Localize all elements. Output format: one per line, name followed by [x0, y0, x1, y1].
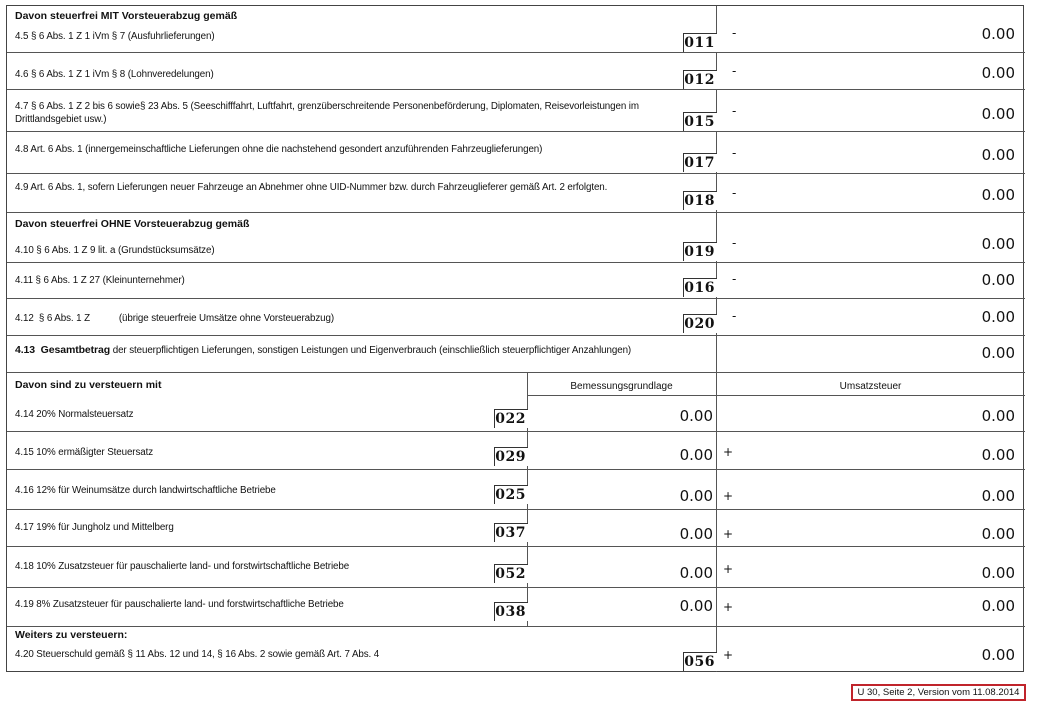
field-code: 056 — [684, 654, 715, 670]
sign-plus: + — [723, 648, 734, 662]
sign-plus: + — [723, 527, 734, 541]
tax-amount-input[interactable]: 0.00 — [981, 525, 1015, 543]
column-header-umsatzsteuer: Umsatzsteuer — [839, 381, 902, 392]
amount-input[interactable]: 0.00 — [981, 271, 1015, 289]
tax-amount-input[interactable]: 0.00 — [981, 487, 1015, 505]
field-code: 037 — [495, 525, 526, 541]
total-rest-label: der steuerpflichtigen Lieferungen, sonstigen Leistungen und Eigenverbrauch (einschließlich steuerpflichtiger Anzahlungen) — [110, 345, 632, 356]
sign-plus: + — [723, 489, 734, 503]
total-number: 4.13 — [15, 344, 36, 356]
total-label — [15, 344, 715, 357]
field-code: 018 — [684, 193, 715, 209]
base-amount-input[interactable]: 0.00 — [679, 446, 713, 464]
tax-amount-input[interactable]: 0.00 — [981, 564, 1015, 582]
sign-minus: - — [732, 26, 737, 40]
sign-plus: + — [723, 562, 734, 576]
row-label: 4.16 12% für Weinumsätze durch landwirtschaftliche Betriebe — [15, 485, 276, 496]
row-label: 4.20 Steuerschuld gemäß § 11 Abs. 12 und 14, § 16 Abs. 2 sowie gemäß Art. 7 Abs. 4 — [15, 649, 380, 660]
section-mit-vorsteuer: Davon steuerfrei MIT Vorsteuerabzug gemäß — [15, 10, 238, 22]
field-code: 017 — [684, 155, 715, 171]
field-code: 011 — [684, 35, 715, 51]
section-ohne-vorsteuer: Davon steuerfrei OHNE Vorsteuerabzug gemäß — [15, 218, 250, 230]
sign-plus: + — [723, 445, 734, 459]
base-amount-input[interactable]: 0.00 — [679, 487, 713, 505]
row-label: 4.5 § 6 Abs. 1 Z 1 iVm § 7 (Ausfuhrlieferungen) — [15, 31, 215, 42]
amount-input[interactable]: 0.00 — [981, 646, 1015, 664]
row-label: 4.15 10% ermäßigter Steuersatz — [15, 447, 154, 458]
amount-input[interactable]: 0.00 — [981, 308, 1015, 326]
row-label: 4.19 8% Zusatzsteuer für pauschalierte land- und forstwirtschaftliche Betriebe — [15, 599, 344, 610]
amount-input[interactable]: 0.00 — [981, 105, 1015, 123]
row-label: 4.9 Art. 6 Abs. 1, sofern Lieferungen neuer Fahrzeuge an Abnehmer ohne UID-Nummer bzw. durch Fahrzeuglieferer gemäß Art. 2 erfolgten. — [15, 182, 608, 193]
amount-input[interactable]: 0.00 — [981, 186, 1015, 204]
base-amount-input[interactable]: 0.00 — [679, 525, 713, 543]
row-label: 4.11 § 6 Abs. 1 Z 27 (Kleinunternehmer) — [15, 275, 185, 286]
tax-amount-input[interactable]: 0.00 — [981, 446, 1015, 464]
field-code: 038 — [495, 604, 526, 620]
row-label: 4.8 Art. 6 Abs. 1 (innergemeinschaftliche Lieferungen ohne die nachstehend gesondert anzuführenden Fahrzeuglieferungen) — [15, 144, 543, 155]
field-code: 025 — [495, 487, 526, 503]
tax-column-divider — [716, 372, 717, 672]
amount-input[interactable]: 0.00 — [981, 235, 1015, 253]
sign-minus: - — [732, 146, 737, 160]
field-code: 029 — [495, 449, 526, 465]
sign-minus: - — [732, 64, 737, 78]
row-label: 4.17 19% für Jungholz und Mittelberg — [15, 522, 174, 533]
field-code: 012 — [684, 72, 715, 88]
row-label: 4.14 20% Normalsteuersatz — [15, 409, 134, 420]
sign-plus: + — [723, 600, 734, 614]
row-label: 4.10 § 6 Abs. 1 Z 9 lit. a (Grundstücksumsätze) — [15, 245, 215, 256]
row-label: 4.12 § 6 Abs. 1 Z (übrige steuerfreie Umsätze ohne Vorsteuerabzug) — [15, 313, 335, 324]
total-bold-label: Gesamtbetrag — [40, 344, 111, 356]
total-amount[interactable]: 0.00 — [981, 344, 1015, 362]
field-code: 052 — [495, 566, 526, 582]
version-footer: U 30, Seite 2, Version vom 11.08.2014 — [851, 684, 1026, 701]
column-header-bemessung: Bemessungsgrundlage — [570, 381, 673, 392]
sign-minus: - — [732, 104, 737, 118]
tax-amount-input[interactable]: 0.00 — [981, 597, 1015, 615]
amount-input[interactable]: 0.00 — [981, 146, 1015, 164]
field-code: 019 — [684, 244, 715, 260]
amount-input[interactable]: 0.00 — [981, 25, 1015, 43]
sign-minus: - — [732, 272, 737, 286]
sign-minus: - — [732, 309, 737, 323]
base-amount-input[interactable]: 0.00 — [679, 564, 713, 582]
tax-amount-input[interactable]: 0.00 — [981, 407, 1015, 425]
base-amount-input[interactable]: 0.00 — [679, 407, 713, 425]
field-code: 022 — [495, 411, 526, 427]
sign-minus: - — [732, 236, 737, 250]
field-code: 016 — [684, 280, 715, 296]
section-weiters: Weiters zu versteuern: — [15, 629, 128, 641]
ust-form — [6, 5, 1024, 672]
field-code: 015 — [684, 114, 715, 130]
base-amount-input[interactable]: 0.00 — [679, 597, 713, 615]
row-label: 4.7 § 6 Abs. 1 Z 2 bis 6 sowie§ 23 Abs. 5 (Seeschifffahrt, Luftfahrt, grenzüberschreitende Personenbeförderung, Diplomaten, Reisevorleistungen im Drittlandsgebiet usw.) — [15, 101, 639, 125]
row-label: 4.6 § 6 Abs. 1 Z 1 iVm § 8 (Lohnveredelungen) — [15, 69, 214, 80]
row-label: 4.18 10% Zusatzsteuer für pauschalierte land- und forstwirtschaftliche Betriebe — [15, 561, 350, 572]
sign-minus: - — [732, 186, 737, 200]
field-code: 020 — [684, 316, 715, 332]
section-versteuern: Davon sind zu versteuern mit — [15, 379, 162, 391]
amount-input[interactable]: 0.00 — [981, 64, 1015, 82]
